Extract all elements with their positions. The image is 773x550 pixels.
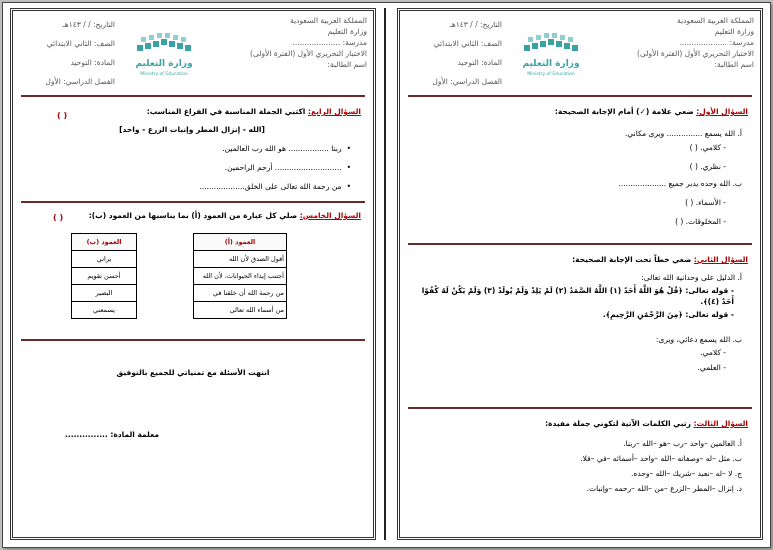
ministry-logo xyxy=(129,33,199,77)
question-5-instruction: صلي كل عبارة من العمود (أ) بما يناسبها من العمود (ب): xyxy=(88,211,298,220)
section-separator xyxy=(21,95,365,97)
column-b-cell[interactable]: يسمعني xyxy=(72,302,137,319)
column-a-cell[interactable]: من رحمة الله أن خلقنا في xyxy=(194,285,287,302)
q1-b-option[interactable]: - المخلوقات. ( ) xyxy=(675,217,726,226)
subject-label: المادة: التوحيد xyxy=(457,58,502,67)
question-2 xyxy=(410,255,748,373)
score-box: ( ) xyxy=(53,213,64,222)
term-label: الفصل الدراسي: الأول xyxy=(45,77,115,86)
exam-label: الاختبار التحريري الأول (الفترة الأولى) xyxy=(250,49,367,58)
grade-label: الصف: الثاني الابتدائي xyxy=(433,39,502,48)
section-separator xyxy=(408,95,752,97)
question-1-title: السؤال الأول: xyxy=(696,107,748,116)
section-separator xyxy=(21,339,365,341)
q3-item: ج. لا –له –نعبد –شريك –الله –وحده. xyxy=(631,469,742,478)
q1-a-option[interactable]: - نظري. ( ) xyxy=(689,162,726,171)
exam-label: الاختبار التحريري الأول (الفترة الأولى) xyxy=(637,49,754,58)
question-3-title: السؤال الثالث: xyxy=(693,419,748,428)
q2-b-option[interactable]: - كلامي. xyxy=(700,348,726,357)
page-header xyxy=(406,15,754,91)
q1-a-stem: أ. الله يسمع ............... ويرى مكاني. xyxy=(624,129,742,138)
word-bank: [الله - إنزال المطر وإنبات الزرع - واحد] xyxy=(119,125,265,134)
logo-text: وزارة التعليم xyxy=(522,59,580,69)
q4-item[interactable]: • ربنا ................. هو الله رب العالمين. xyxy=(23,143,351,154)
school-label: مدرسة: .................... xyxy=(679,38,754,47)
logo-subtext: Ministry of Education xyxy=(140,72,188,77)
logo-subtext: Ministry of Education xyxy=(527,72,575,77)
q3-item: أ. العالمين –واحد –رب –هو –الله –ربنا. xyxy=(623,439,742,448)
question-3 xyxy=(410,419,748,494)
logo-mark-icon xyxy=(129,33,199,57)
section-separator xyxy=(21,201,365,203)
date-label: التاريخ: / / ١٤٣هـ xyxy=(449,20,502,29)
question-2-title: السؤال الثاني: xyxy=(693,255,748,264)
q1-b-option[interactable]: - الأسماء. ( ) xyxy=(685,198,726,207)
q1-a-option[interactable]: - كلامي. ( ) xyxy=(689,143,726,152)
q2-b-option[interactable]: - العلمي. xyxy=(697,363,726,372)
column-a-cell[interactable]: من أسماء الله تعالى xyxy=(194,302,287,319)
section-separator xyxy=(408,407,752,409)
ministry-logo xyxy=(516,33,586,77)
kingdom-label: المملكة العربية السعودية xyxy=(677,16,754,25)
student-name-label: اسم الطالبة: xyxy=(714,60,754,69)
section-separator xyxy=(408,243,752,245)
term-label: الفصل الدراسي: الأول xyxy=(432,77,502,86)
exam-page-left xyxy=(10,8,376,540)
column-b-cell[interactable]: أحسن تقويم xyxy=(72,268,137,285)
header-school-info xyxy=(604,15,754,70)
subject-label: المادة: التوحيد xyxy=(70,58,115,67)
q4-item[interactable]: • من رحمة الله تعالى على الخلق................... xyxy=(23,181,351,192)
ministry-label: وزارة التعليم xyxy=(327,27,367,36)
question-5-title: السؤال الخامس: xyxy=(299,211,361,220)
header-exam-info xyxy=(19,15,115,91)
column-a-table xyxy=(193,233,287,319)
q2-b-stem: ب. الله يسمع دعائي، ويرى: xyxy=(655,335,742,344)
question-2-instruction: ضعي خطاً تحت الإجابة الصحيحة: xyxy=(572,255,692,264)
column-b-cell[interactable]: يراني xyxy=(72,251,137,268)
q2-a-option[interactable]: - قوله تعالى: ﴿قُلْ هُوَ اللَّهُ أَحَدٌ (١) اللَّهُ الصَّمَدُ (٢) لَمْ يَلِدْ وَلَمْ يُولَدْ (٣) وَلَمْ يَكُنْ لَهُ كُفُوًا أَحَدٌ (٤)﴾. xyxy=(421,286,734,306)
date-label: التاريخ: / / ١٤٣هـ xyxy=(62,20,115,29)
header-school-info xyxy=(217,15,367,70)
ministry-label: وزارة التعليم xyxy=(714,27,754,36)
question-4 xyxy=(23,107,361,192)
question-1-instruction: ضعي علامة (✓) أمام الإجابة الصحيحة: xyxy=(554,107,694,116)
closing-message: انتهت الأسئلة مع تمنياتي للجميع بالتوفيق xyxy=(116,368,270,377)
q2-a-option[interactable]: - قوله تعالى: ﴿مِنَ الرَّحْمَٰنِ الرَّحِيمِ﴾. xyxy=(602,310,734,319)
header-exam-info xyxy=(406,15,502,91)
question-4-title: السؤال الرابع: xyxy=(308,107,361,116)
school-label: مدرسة: .................... xyxy=(292,38,367,47)
q3-item: د. إنزال –المطر –الزرع –من –الله –رحمه –وإنبات. xyxy=(586,484,742,493)
kingdom-label: المملكة العربية السعودية xyxy=(290,16,367,25)
column-a-cell[interactable]: أقول الصدق لأن الله xyxy=(194,251,287,268)
column-b-cell[interactable]: البصير xyxy=(72,285,137,302)
q4-item[interactable]: • ............................ أرحم الراحمين. xyxy=(23,162,351,173)
question-3-instruction: رتبي الكلمات الآتية لتكوني جملة مفيدة: xyxy=(545,419,691,428)
column-b-header: العمود (ب) xyxy=(72,234,137,251)
q1-b-stem: ب. الله وحده يدبر جميع .................... xyxy=(618,179,742,188)
column-a-cell[interactable]: أجتنب إيذاء الحيوانات، لأن الله xyxy=(194,268,287,285)
logo-mark-icon xyxy=(516,33,586,57)
score-box: ( ) xyxy=(57,111,68,120)
column-a-header: العمود (أ) xyxy=(194,234,287,251)
page-header xyxy=(19,15,367,91)
question-1 xyxy=(410,107,748,227)
logo-text: وزارة التعليم xyxy=(135,59,193,69)
q2-a-stem: أ. الدليل على وحدانية الله تعالى: xyxy=(641,273,742,282)
q3-item: ب. مثل –له –وصفاته –الله –واحد –أسمائه –في –فلا. xyxy=(580,454,742,463)
teacher-signature-line: معلمة المادة: ............... xyxy=(65,430,159,439)
question-4-instruction: اكتبي الجملة المناسبة في الفراغ المناسب: xyxy=(146,107,306,116)
grade-label: الصف: الثاني الابتدائي xyxy=(46,39,115,48)
column-b-table xyxy=(71,233,137,319)
question-5 xyxy=(23,211,361,220)
exam-page-right xyxy=(397,8,763,540)
page-divider xyxy=(384,8,386,540)
student-name-label: اسم الطالبة: xyxy=(327,60,367,69)
